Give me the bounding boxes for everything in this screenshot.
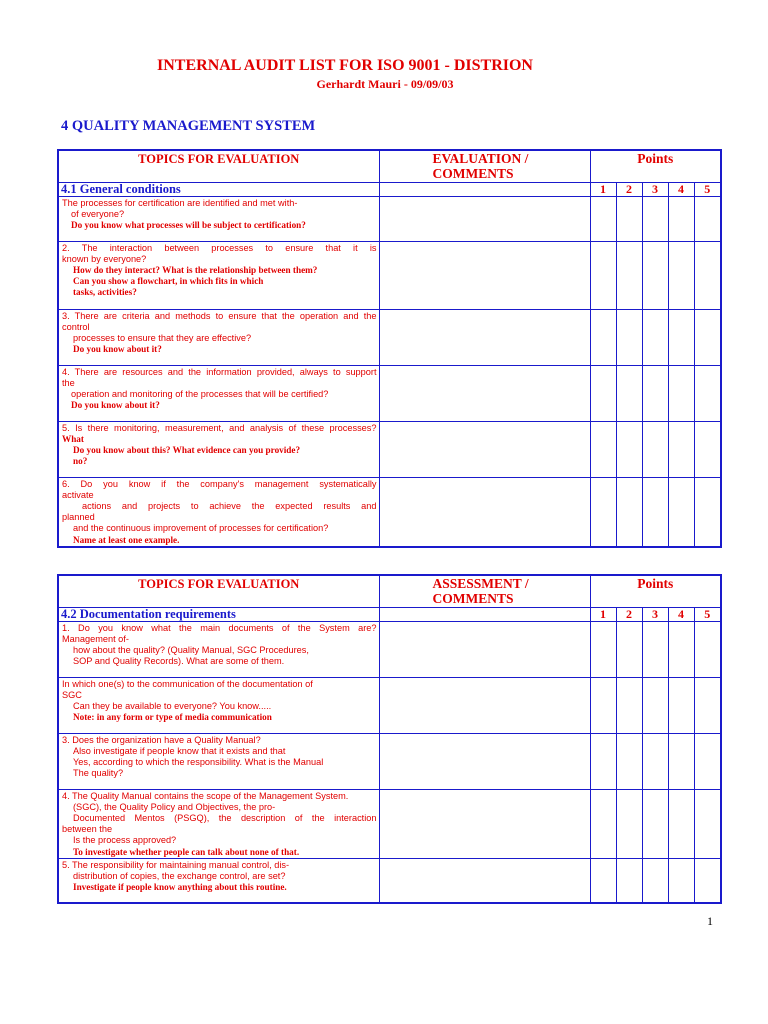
question-line: Can you show a flowchart, in which fits in which xyxy=(73,276,264,287)
table-row xyxy=(58,733,721,789)
score-cell[interactable] xyxy=(668,241,694,309)
audit-table-general-conditions xyxy=(57,149,722,548)
score-cell[interactable] xyxy=(616,733,642,789)
score-cell[interactable] xyxy=(642,733,668,789)
question-line: Yes, according to which the responsibility. What is the Manual xyxy=(73,756,324,767)
table-row xyxy=(58,621,721,677)
score-cell[interactable] xyxy=(616,421,642,477)
score-cell[interactable] xyxy=(642,365,668,421)
question-line: how about the quality? (Quality Manual, SGC Procedures, xyxy=(73,644,309,655)
score-cell[interactable] xyxy=(590,421,616,477)
table-row xyxy=(58,196,721,241)
score-cell[interactable] xyxy=(642,477,668,547)
table-row xyxy=(58,365,721,421)
comment-cell[interactable] xyxy=(379,477,590,547)
question-cell xyxy=(58,677,379,733)
score-cell[interactable] xyxy=(694,677,721,733)
comment-cell[interactable] xyxy=(379,733,590,789)
score-label: 3 xyxy=(642,607,668,621)
score-cell[interactable] xyxy=(668,196,694,241)
score-cell[interactable] xyxy=(590,858,616,903)
score-label: 2 xyxy=(616,607,642,621)
question-cell xyxy=(58,196,379,241)
score-cell[interactable] xyxy=(616,477,642,547)
score-label: 4 xyxy=(668,607,694,621)
question-line: activate xyxy=(62,489,94,500)
question-line: 3. There are criteria and methods to ensure that the operation and the xyxy=(62,310,377,321)
score-cell[interactable] xyxy=(668,365,694,421)
audit-table-documentation-requirements xyxy=(57,574,722,904)
score-cell[interactable] xyxy=(642,241,668,309)
question-line: Name at least one example. xyxy=(73,534,180,545)
score-cell[interactable] xyxy=(668,477,694,547)
question-cell xyxy=(58,789,379,858)
score-cell[interactable] xyxy=(694,309,721,365)
score-cell[interactable] xyxy=(694,421,721,477)
comment-cell[interactable] xyxy=(379,365,590,421)
score-cell[interactable] xyxy=(616,858,642,903)
question-line: of everyone? xyxy=(71,208,125,219)
topics-header: TOPICS FOR EVALUATION xyxy=(58,575,379,607)
question-cell xyxy=(58,858,379,903)
evaluation-header xyxy=(379,150,590,182)
score-cell[interactable] xyxy=(616,621,642,677)
score-cell[interactable] xyxy=(668,421,694,477)
question-line: (SGC), the Quality Policy and Objectives, the pro- xyxy=(73,801,276,812)
score-cell[interactable] xyxy=(590,365,616,421)
score-cell[interactable] xyxy=(616,677,642,733)
document-subtitle: Gerhardt Mauri - 09/09/03 xyxy=(316,77,454,91)
table-row xyxy=(58,309,721,365)
comment-cell[interactable] xyxy=(379,196,590,241)
question-line: What xyxy=(62,433,84,444)
score-cell[interactable] xyxy=(616,309,642,365)
question-line: How do they interact? What is the relationship between them? xyxy=(73,264,318,275)
question-line: SOP and Quality Records). What are some of them. xyxy=(73,656,285,667)
subsection-comment-cell xyxy=(379,182,590,196)
question-line: 2. The interaction between processes to ensure that it is xyxy=(62,242,377,253)
score-cell[interactable] xyxy=(668,858,694,903)
score-cell[interactable] xyxy=(590,196,616,241)
document-title: INTERNAL AUDIT LIST FOR ISO 9001 - DISTRION xyxy=(157,57,533,74)
question-line: 5. Is there monitoring, measurement, and analysis of these processes? xyxy=(62,422,377,433)
table-row xyxy=(58,677,721,733)
question-line: 5. The responsibility for maintaining manual control, dis- xyxy=(62,859,290,870)
score-cell[interactable] xyxy=(590,677,616,733)
score-cell[interactable] xyxy=(668,733,694,789)
question-line: Do you know what processes will be subject to certification? xyxy=(71,219,306,230)
score-label: 5 xyxy=(694,182,721,196)
question-line: distribution of copies, the exchange control, are set? xyxy=(73,870,286,881)
comment-cell[interactable] xyxy=(379,789,590,858)
table-row xyxy=(58,477,721,547)
question-cell xyxy=(58,733,379,789)
score-label: 2 xyxy=(616,182,642,196)
score-cell[interactable] xyxy=(694,733,721,789)
score-label: 3 xyxy=(642,182,668,196)
score-label: 4 xyxy=(668,182,694,196)
question-cell xyxy=(58,621,379,677)
question-line: Do you know about it? xyxy=(73,344,162,355)
question-line: Management of- xyxy=(62,633,129,644)
score-cell[interactable] xyxy=(694,241,721,309)
points-header: Points xyxy=(590,575,721,607)
question-line: In which one(s) to the communication of the documentation of xyxy=(62,678,313,689)
score-cell[interactable] xyxy=(642,858,668,903)
question-line: the xyxy=(62,377,75,388)
question-line: operation and monitoring of the processes that will be certified? xyxy=(71,388,329,399)
score-cell[interactable] xyxy=(616,196,642,241)
question-line: The processes for certification are identified and met with- xyxy=(62,197,298,208)
comment-cell[interactable] xyxy=(379,421,590,477)
question-line: 1. Do you know what the main documents of the System are? xyxy=(62,622,377,633)
question-line: Documented Mentos (PSGQ), the description of the interaction xyxy=(73,812,377,823)
score-cell[interactable] xyxy=(668,677,694,733)
question-line: tasks, activities? xyxy=(73,287,137,298)
score-cell[interactable] xyxy=(642,196,668,241)
score-cell[interactable] xyxy=(590,621,616,677)
score-cell[interactable] xyxy=(642,789,668,858)
comment-cell[interactable] xyxy=(379,309,590,365)
score-cell[interactable] xyxy=(590,477,616,547)
score-label: 5 xyxy=(694,607,721,621)
question-line: Do you know about this? What evidence can you provide? xyxy=(73,444,301,455)
subsection-title: 4.1 General conditions xyxy=(58,182,379,196)
page-number: 1 xyxy=(707,914,713,928)
question-line: 3. Does the organization have a Quality Manual? xyxy=(62,734,261,745)
question-cell xyxy=(58,309,379,365)
comment-cell[interactable] xyxy=(379,677,590,733)
score-cell[interactable] xyxy=(668,309,694,365)
question-line: actions and projects to achieve the expected results and xyxy=(82,500,377,511)
topics-header: TOPICS FOR EVALUATION xyxy=(58,150,379,182)
score-cell[interactable] xyxy=(590,241,616,309)
question-line: Note: in any form or type of media communication xyxy=(73,712,272,723)
score-cell[interactable] xyxy=(616,241,642,309)
score-cell[interactable] xyxy=(668,621,694,677)
table-row xyxy=(58,241,721,309)
question-cell xyxy=(58,365,379,421)
table-row xyxy=(58,421,721,477)
question-line: planned xyxy=(62,512,95,523)
assessment-header-line2: COMMENTS xyxy=(432,591,514,606)
score-cell[interactable] xyxy=(694,621,721,677)
question-line: The quality? xyxy=(73,768,124,779)
assessment-header xyxy=(379,575,590,607)
section-heading: 4 QUALITY MANAGEMENT SYSTEM xyxy=(61,118,316,134)
question-line: Can they be available to everyone? You know..... xyxy=(73,700,272,711)
evaluation-header-line2: COMMENTS xyxy=(432,166,514,181)
question-cell xyxy=(58,421,379,477)
comment-cell[interactable] xyxy=(379,241,590,309)
table-row xyxy=(58,789,721,858)
subsection-comment-cell xyxy=(379,607,590,621)
score-cell[interactable] xyxy=(590,789,616,858)
question-line: no? xyxy=(73,456,88,467)
score-cell[interactable] xyxy=(590,309,616,365)
question-line: 4. The Quality Manual contains the scope of the Management System. xyxy=(62,790,349,801)
comment-cell[interactable] xyxy=(379,858,590,903)
question-cell xyxy=(58,241,379,309)
score-cell[interactable] xyxy=(694,477,721,547)
score-cell[interactable] xyxy=(694,858,721,903)
score-cell[interactable] xyxy=(642,421,668,477)
question-line: and the continuous improvement of processes for certification? xyxy=(73,523,329,534)
subsection-title: 4.2 Documentation requirements xyxy=(58,607,379,621)
question-line: control xyxy=(62,321,90,332)
question-line: To investigate whether people can talk about none of that. xyxy=(73,846,300,857)
question-line: known by everyone? xyxy=(62,253,147,264)
score-cell[interactable] xyxy=(642,677,668,733)
question-line: processes to ensure that they are effective? xyxy=(73,332,252,343)
score-cell[interactable] xyxy=(616,365,642,421)
assessment-header-line1: ASSESSMENT / xyxy=(432,576,529,591)
score-cell[interactable] xyxy=(590,733,616,789)
question-line: Also investigate if people know that it exists and that xyxy=(73,745,286,756)
question-line: SGC xyxy=(62,689,82,700)
table-row xyxy=(58,858,721,903)
score-label: 1 xyxy=(590,182,616,196)
comment-cell[interactable] xyxy=(379,621,590,677)
points-header: Points xyxy=(590,150,721,182)
score-cell[interactable] xyxy=(694,789,721,858)
score-cell[interactable] xyxy=(668,789,694,858)
question-line: 4. There are resources and the information provided, always to support xyxy=(62,366,377,377)
question-line: 6. Do you know if the company's management systematically xyxy=(62,478,377,489)
score-cell[interactable] xyxy=(694,365,721,421)
question-cell xyxy=(58,477,379,547)
question-line: between the xyxy=(62,824,113,835)
score-cell[interactable] xyxy=(694,196,721,241)
question-line: Is the process approved? xyxy=(73,835,177,846)
question-line: Investigate if people know anything about this routine. xyxy=(73,882,287,893)
score-cell[interactable] xyxy=(616,789,642,858)
score-label: 1 xyxy=(590,607,616,621)
score-cell[interactable] xyxy=(642,621,668,677)
evaluation-header-line1: EVALUATION / xyxy=(432,151,529,166)
score-cell[interactable] xyxy=(642,309,668,365)
question-line: Do you know about it? xyxy=(71,400,160,411)
